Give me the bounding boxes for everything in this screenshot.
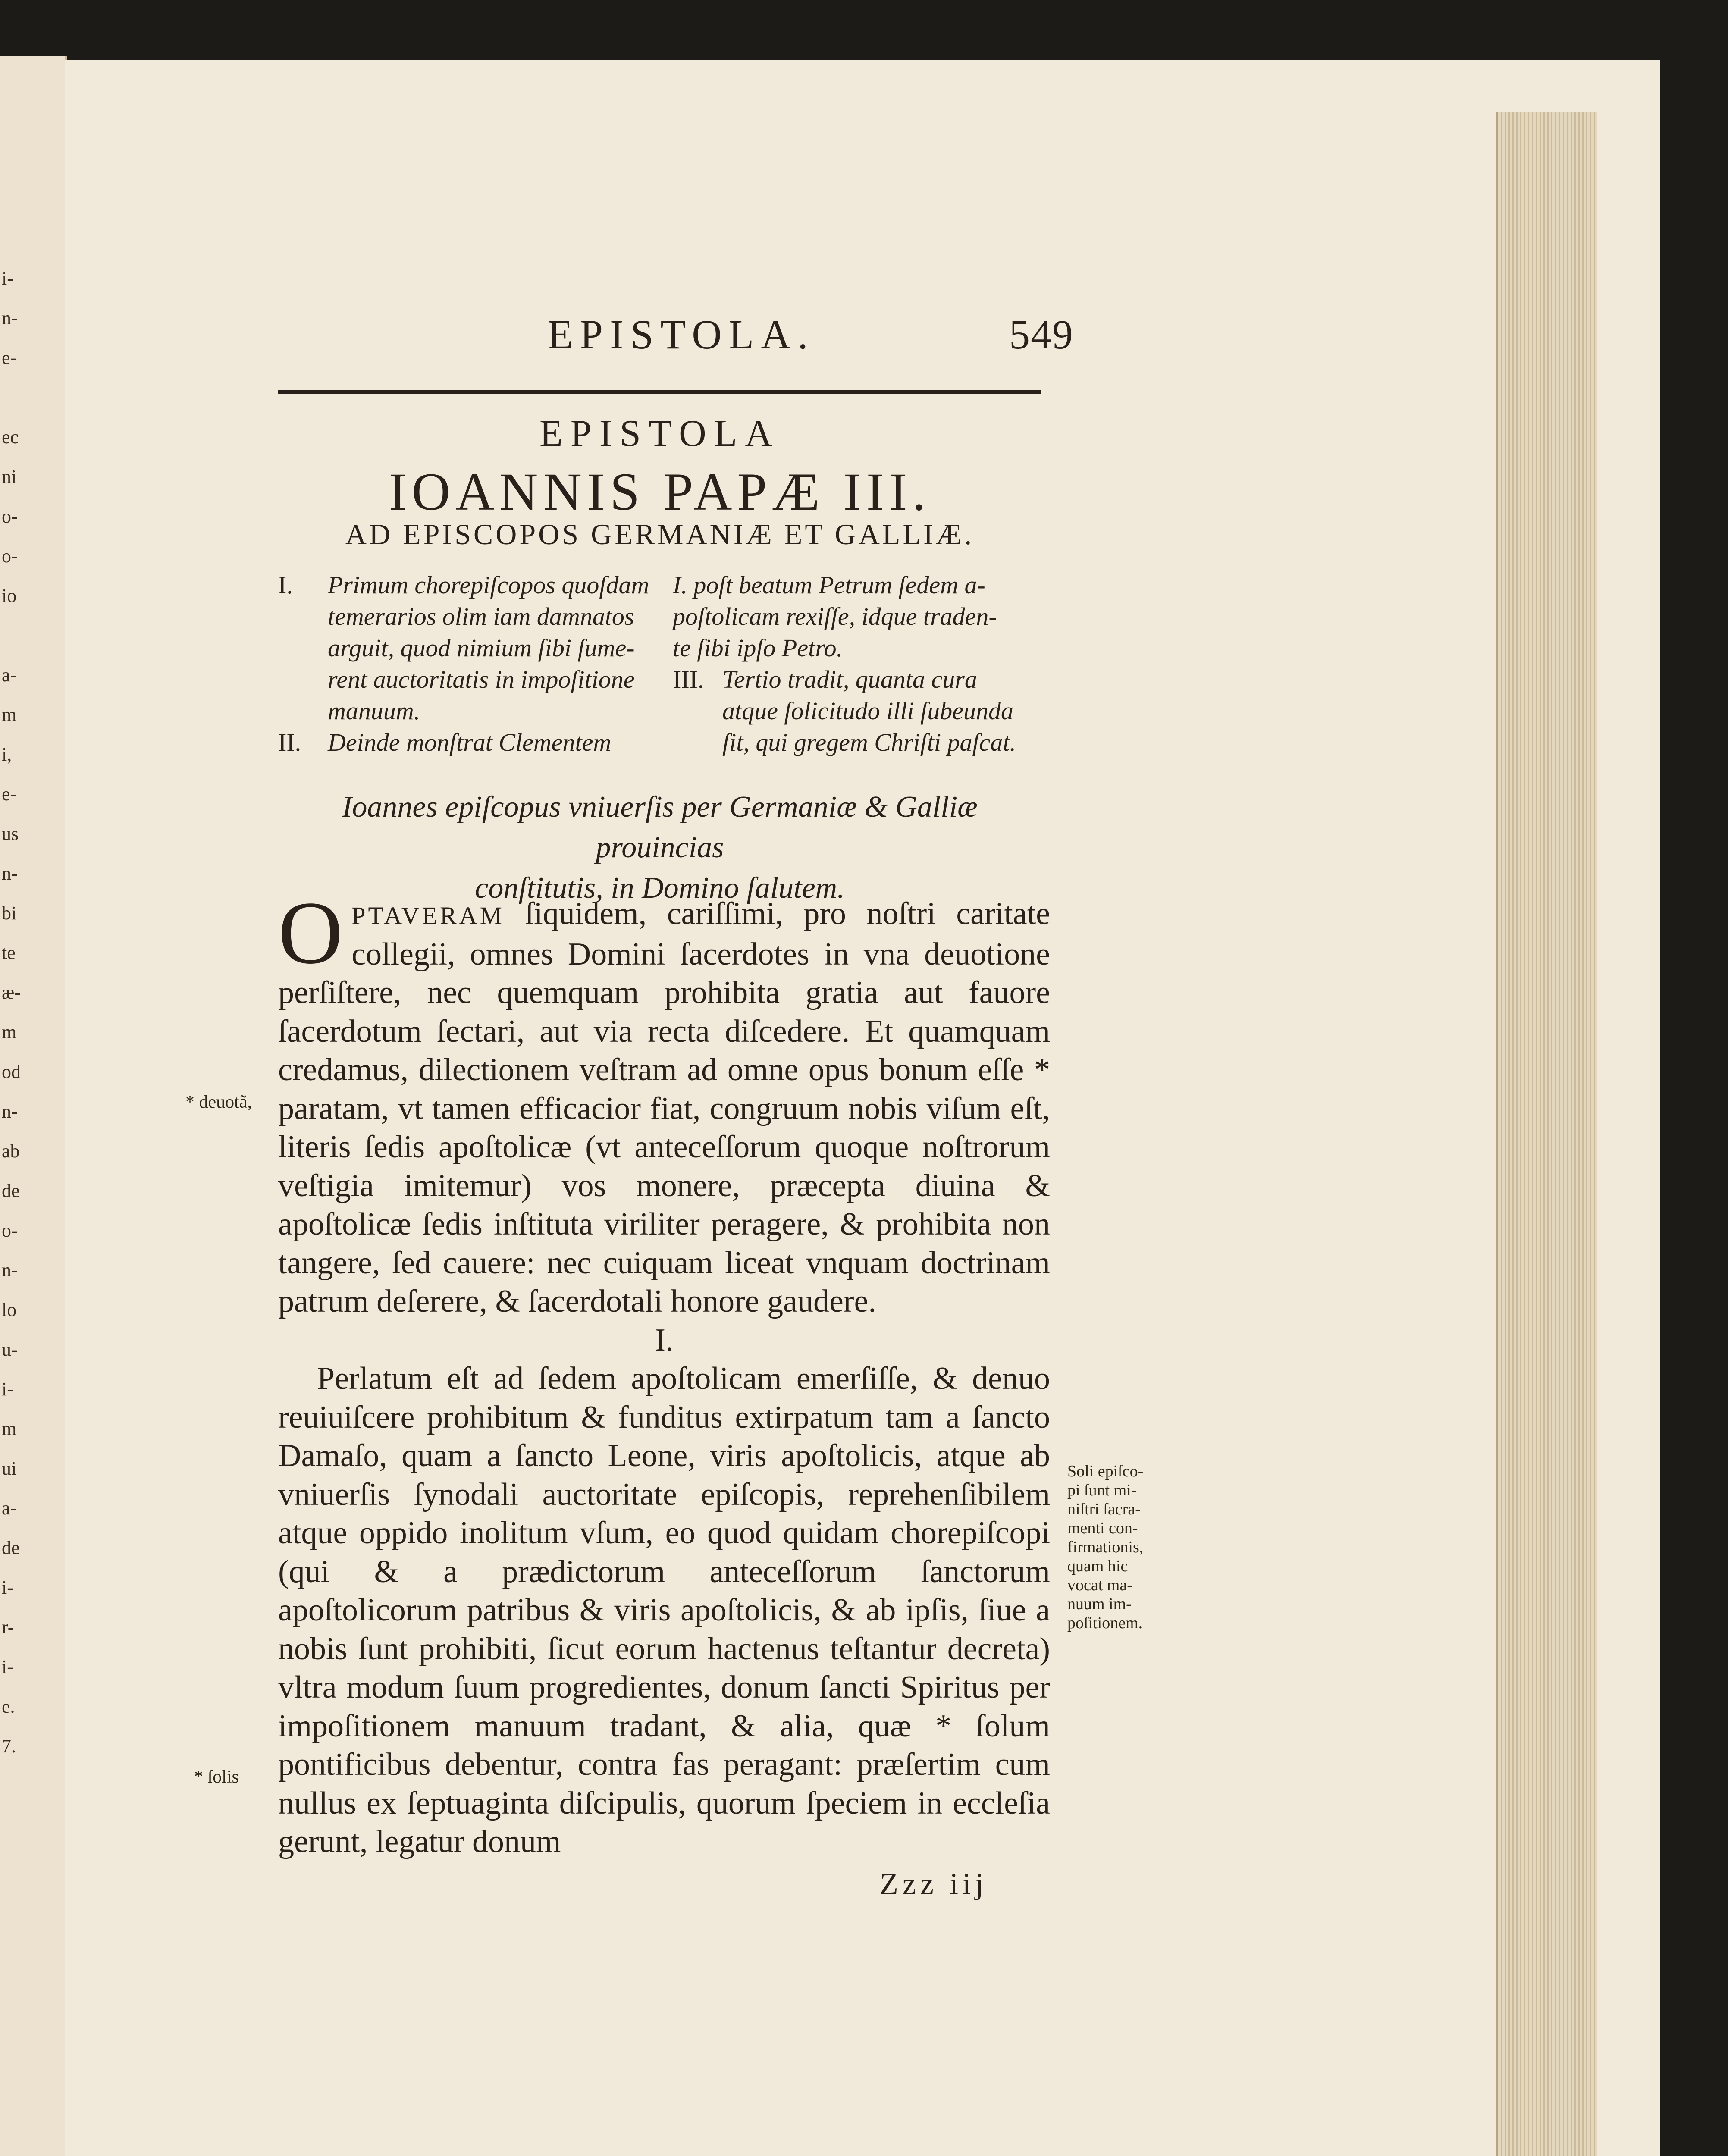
side-note-confirmation — [1067, 1462, 1179, 1633]
summary-line: Tertio tradit, quanta cura — [722, 665, 977, 693]
salutation-line: conſtitutis, in Domino ſalutem. — [475, 871, 845, 905]
fragment-line: o- — [2, 545, 18, 567]
summary-line: ſit, qui gregem Chriſti paſcat. — [722, 728, 1016, 756]
facing-page-text-fragments — [2, 259, 62, 1766]
side-note-line: niſtri ſacra- — [1067, 1500, 1141, 1518]
fragment-line: ui — [2, 1458, 17, 1479]
fragment-line: e- — [2, 347, 17, 368]
running-head — [492, 310, 1074, 362]
fragment-line: od — [2, 1061, 21, 1082]
fragment-line: te — [2, 942, 16, 963]
fragment-line: a- — [2, 1498, 17, 1519]
opening-small-caps: PTAVERAM — [351, 902, 505, 930]
fragment-line: e. — [2, 1696, 15, 1717]
summary-line: I. poſt beatum Petrum ſedem a- — [673, 571, 985, 599]
summary-column-left — [278, 569, 658, 758]
fragment-line: i- — [2, 1379, 13, 1400]
header-rule — [278, 390, 1041, 394]
fragment-line: m — [2, 1418, 17, 1439]
fragment-line: a- — [2, 664, 17, 686]
page-number: 549 — [1009, 311, 1074, 357]
fragment-line: u- — [2, 1339, 18, 1360]
fragment-line — [2, 616, 62, 655]
summary-number: III. — [673, 665, 704, 693]
side-note-line: menti con- — [1067, 1519, 1138, 1537]
side-note-line: pi ſunt mi- — [1067, 1481, 1137, 1499]
paragraph-text: ſiquidem, cariſſimi, pro noſtri caritate collegii, omnes Domini ſacerdotes in vna deuotione perſiſtere, nec quemquam prohibita gratia aut fauore ſacerdotum ſectari, aut via recta diſcedere. Et quamquam credamus, dilectionem veſtram ad omne opus bonum eſſe * paratam, vt tamen efficacior fiat, congruum nobis viſum eſt, literis ſedis apoſtolicæ (vt anteceſſorum quoque noſtrorum veſtigia imitemur) vos monere, præcepta diuina & apoſtolicæ ſedis inſtituta viriliter peragere, & prohibita non tangere, ſed cauere: nec cuiquam liceat vnquam doctrinam patrum deſerere, & ſacerdotali honore gaudere. — [278, 896, 1050, 1319]
summary-line: te ſibi ipſo Petro. — [673, 634, 843, 662]
summary-line: Primum chorepiſcopos quoſdam — [328, 571, 649, 599]
salutation-line: Ioannes epiſcopus vniuerſis per Germaniæ & Galliæ prouincias — [342, 790, 978, 864]
side-note-line: firmationis, — [1067, 1538, 1144, 1556]
fragment-line: n- — [2, 863, 18, 884]
facing-page-edge — [0, 56, 67, 2156]
paragraph-section-1: Perlatum eſt ad ſedem apoſtolicam emerſiſſe, & denuo reuiuiſcere prohibitum & funditus extirpatum tam a ſancto Damaſo, quam a ſancto Leone, viris apoſtolicis, atque ab vniuerſis ſynodali auctoritate epiſcopis, reprehenſibilem atque oppido inolitum vſum, eo quod quidam chorepiſcopi (qui & a prædictorum anteceſſorum ſanctorum apoſtolicorum patribus & viris apoſtolicis, & ab ipſis, ſiue a nobis ſunt prohibiti, ſicut eorum hactenus teſtantur decreta) vltra modum ſuum progredientes, donum ſancti Spiritus per impoſitionem manuum tradant, & alia, quæ * ſolum pontificibus debentur, contra fas peragant: præſertim cum nullus ex ſeptuaginta diſcipulis, quorum ſpeciem in eccleſia gerunt, legatur donum — [278, 1361, 1050, 1859]
marginal-note-deuota: * deuotã, — [185, 1092, 252, 1112]
fragment-line: ab — [2, 1141, 20, 1162]
fragment-line: o- — [2, 506, 18, 527]
drop-cap: O — [278, 883, 343, 982]
fragment-line: i- — [2, 1656, 13, 1677]
summary-line: manuum. — [328, 697, 420, 725]
gathering-signature: Zzz iij — [880, 1868, 988, 1901]
side-note-line: nuum im- — [1067, 1595, 1132, 1613]
summary-number: I. — [278, 571, 293, 599]
fragment-line: n- — [2, 1260, 18, 1281]
page-block-edges — [1496, 112, 1597, 2156]
fragment-line: m — [2, 1022, 17, 1043]
fragment-line: de — [2, 1537, 20, 1558]
fragment-line: n- — [2, 1101, 18, 1122]
fragment-line — [2, 378, 62, 417]
summary-item-3 — [673, 664, 1057, 758]
salutation — [278, 787, 1041, 909]
summary-line: Deinde monſtrat Clementem — [328, 728, 612, 756]
fragment-line: lo — [2, 1299, 17, 1320]
fragment-line: o- — [2, 1220, 18, 1241]
fragment-line: i- — [2, 1577, 13, 1598]
heading-addressees: AD EPISCOPOS GERMANIÆ ET GALLIÆ. — [345, 518, 975, 551]
summary-line: atque ſolicitudo illi ſubeunda — [722, 697, 1013, 725]
fragment-line: i- — [2, 268, 13, 289]
fragment-line: io — [2, 585, 17, 606]
fragment-line: ni — [2, 466, 17, 487]
fragment-line: r- — [2, 1617, 14, 1638]
book-page — [65, 60, 1660, 2156]
side-note-line: vocat ma- — [1067, 1576, 1132, 1594]
fragment-line: 7. — [2, 1736, 16, 1757]
marginal-note-solis: * ſolis — [194, 1767, 239, 1787]
fragment-line: us — [2, 823, 19, 844]
fragment-line: i, — [2, 744, 12, 765]
fragment-line: æ- — [2, 982, 21, 1003]
summary-item-2 — [278, 727, 658, 758]
fragment-line: de — [2, 1180, 20, 1201]
summary-line: rent auctoritatis in impoſitione — [328, 665, 635, 693]
summary-line: arguit, quod nimium ſibi ſume- — [328, 634, 635, 662]
heading-author: IOANNIS PAPÆ III. — [389, 462, 931, 521]
summary-item-1 — [278, 569, 658, 727]
summary-column-right — [673, 569, 1057, 758]
heading-epistola: EPISTOLA — [539, 413, 780, 454]
fragment-line: ec — [2, 426, 19, 448]
summary-line: temerarios olim iam damnatos — [328, 602, 634, 630]
summary-number: II. — [278, 728, 301, 756]
running-head-title: EPISTOLA. — [548, 311, 815, 357]
fragment-line: n- — [2, 307, 18, 329]
section-number: I. — [655, 1322, 674, 1358]
fragment-line: bi — [2, 903, 17, 924]
side-note-line: poſitionem. — [1067, 1614, 1143, 1632]
fragment-line: m — [2, 704, 17, 725]
side-note-line: quam hic — [1067, 1557, 1128, 1575]
side-note-line: Soli epiſco- — [1067, 1462, 1144, 1480]
fragment-line: e- — [2, 783, 17, 805]
summary-line: poſtolicam rexiſſe, idque traden- — [673, 602, 997, 630]
